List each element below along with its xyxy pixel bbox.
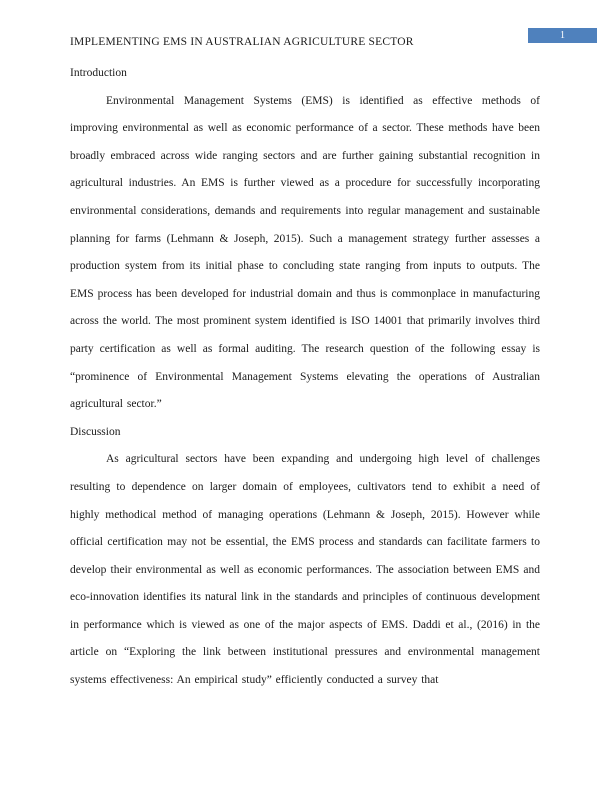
running-head-title: IMPLEMENTING EMS IN AUSTRALIAN AGRICULTURE SECTOR — [70, 36, 414, 48]
document-body — [70, 60, 540, 695]
section-heading-discussion: Discussion — [70, 425, 121, 438]
paragraph-discussion: As agricultural sectors have been expanding and undergoing high level of challenges resulting to dependence on larger domain of employees, cultivators tend to exhibit a need of highly methodical method of managing operations (Lehmann & Joseph, 2015). However while official certification may not be essential, the EMS process and standards can facilitate farmers to develop their environmental as well as economic performances. The association between EMS and eco-innovation identifies its natural link in the standards and principles of continuous development in performance which is viewed as one of the major aspects of EMS. Daddi et al., (2016) in the article on “Exploring the link between institutional pressures and environmental management systems effectiveness: An empirical study” efficiently conducted a survey that — [70, 453, 540, 687]
section-heading-introduction: Introduction — [70, 67, 127, 79]
paragraph-introduction: Environmental Management Systems (EMS) is identified as effective methods of improving environmental as well as economic performance of a sector. These methods have been broadly embraced across wide ranging sectors and are further gaining substantial recognition in agricultural industries. An EMS is further viewed as a procedure for successfully incorporating environmental considerations, demands and requirements into regular management and sustainable planning for farms (Lehmann & Joseph, 2015). Such a management strategy further assesses a production system from its initial phase to concluding state ranging from inputs to outputs. The EMS process has been developed for industrial domain and thus is commonplace in manufacturing across the world. The most prominent system identified is ISO 14001 that primarily involves third party certification as well as formal auditing. The research question of the following essay is “prominence of Environmental Management Systems elevating the operations of Australian agricultural sector.” — [70, 94, 540, 411]
page-number: 1 — [560, 30, 565, 41]
